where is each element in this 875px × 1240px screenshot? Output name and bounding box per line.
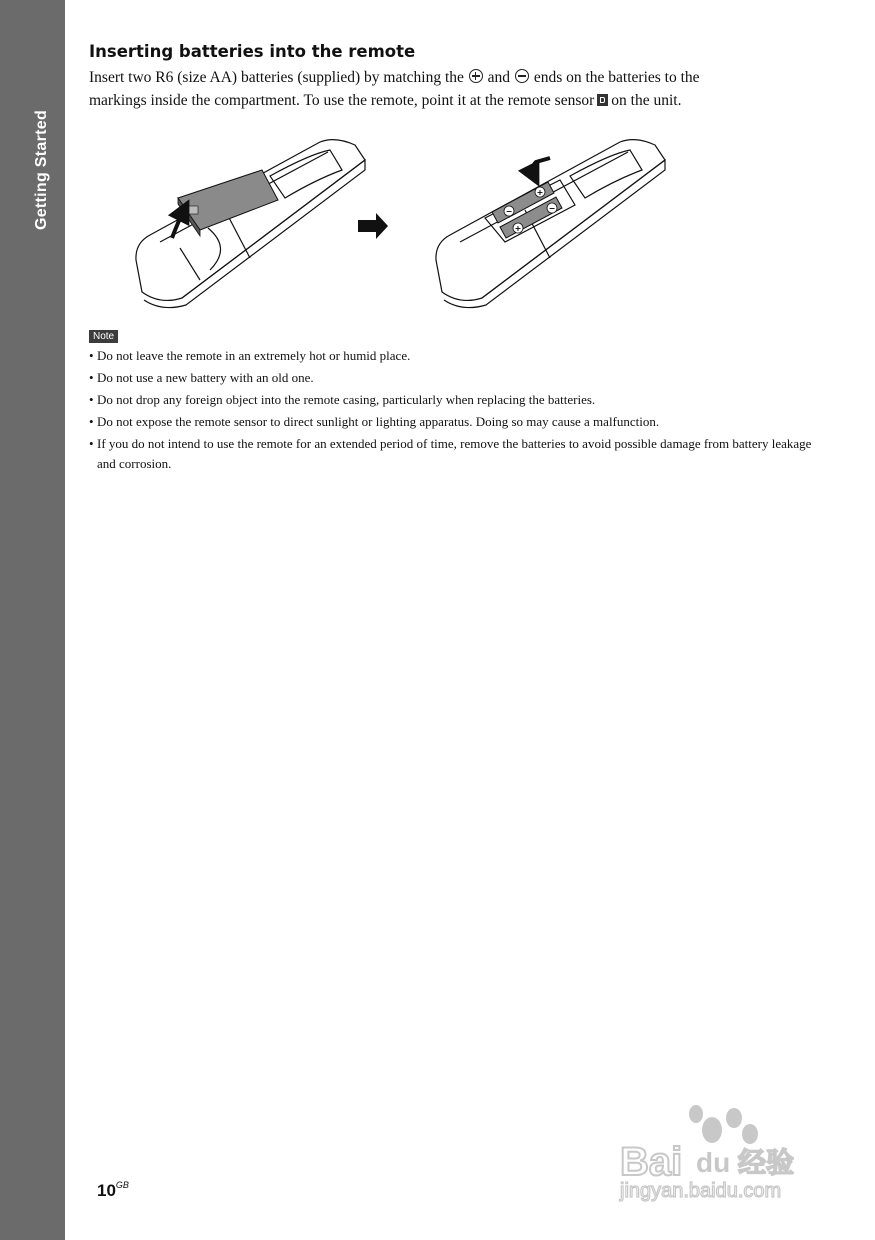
section-side-tab: [0, 0, 65, 1240]
svg-text:+: +: [536, 188, 544, 197]
section-title: Inserting batteries into the remote: [89, 42, 416, 61]
battery-insertion-illustration: [120, 130, 680, 315]
paw-logo-icon: [689, 1105, 758, 1144]
note-badge: Note: [89, 330, 118, 343]
list-item: • Do not expose the remote sensor to direct sunlight or lighting apparatus. Doing so may cause a malfunction.: [89, 412, 819, 432]
plus-terminal-icon: [469, 69, 483, 83]
right-arrow-icon: [358, 213, 388, 239]
remote-sensor-icon: [597, 94, 608, 106]
svg-text:Bai: Bai: [620, 1140, 683, 1184]
svg-text:经验: 经验: [738, 1146, 795, 1179]
remote-with-cover-open: [136, 140, 365, 308]
insert-arrow-icon: [532, 158, 550, 176]
list-item: • Do not leave the remote in an extremely hot or humid place.: [89, 346, 819, 366]
list-item: • Do not use a new battery with an old one.: [89, 368, 819, 388]
svg-text:du: du: [696, 1147, 731, 1178]
svg-text:+: +: [514, 224, 522, 233]
svg-text:−: −: [548, 204, 556, 213]
list-item: • Do not drop any foreign object into the remote casing, particularly when replacing the batteries.: [89, 390, 819, 410]
baidu-jingyan-watermark: [600, 1100, 830, 1205]
intro-paragraph: Insert two R6 (size AA) batteries (supplied) by matching the and ends on the batteries to the markings inside the compartment. To use the remote, point it at the remote sensor on the unit.: [89, 69, 700, 109]
notes-list: [89, 346, 819, 476]
page-number: $10^{GB}$: [97, 1180, 129, 1200]
minus-terminal-icon: [515, 69, 529, 83]
svg-text:jingyan.baidu.com: jingyan.baidu.com: [620, 1180, 782, 1202]
section-tab-label: Getting Started: [33, 109, 50, 231]
remote-with-batteries: [436, 140, 665, 308]
svg-text:−: −: [505, 207, 513, 216]
list-item: • If you do not intend to use the remote for an extended period of time, remove the batteries to avoid possible damage from battery leakage and corrosion.: [89, 434, 819, 474]
